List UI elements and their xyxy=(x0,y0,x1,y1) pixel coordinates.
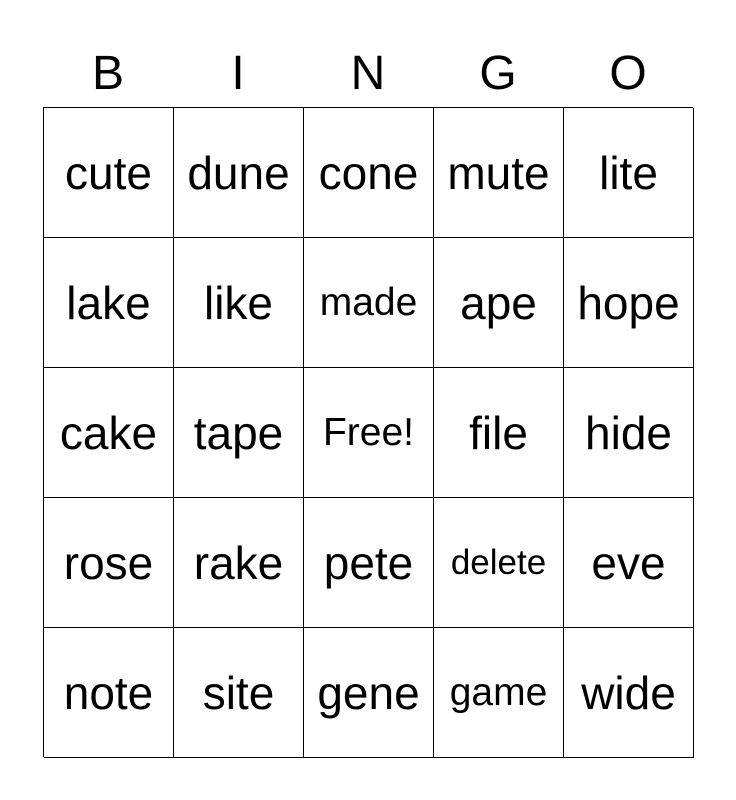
bingo-cell[interactable]: rake xyxy=(174,498,304,628)
bingo-cell[interactable]: mute xyxy=(434,108,564,238)
bingo-cell[interactable]: gene xyxy=(304,628,434,758)
bingo-cell[interactable]: eve xyxy=(564,498,694,628)
bingo-cell[interactable]: hide xyxy=(564,368,694,498)
bingo-cell[interactable]: lake xyxy=(44,238,174,368)
bingo-cell[interactable]: like xyxy=(174,238,304,368)
bingo-cell[interactable]: made xyxy=(304,238,434,368)
bingo-cell[interactable]: note xyxy=(44,628,174,758)
header-letter-i: I xyxy=(231,47,245,100)
bingo-cell[interactable]: cute xyxy=(44,108,174,238)
bingo-header xyxy=(43,42,693,106)
bingo-cell[interactable]: site xyxy=(174,628,304,758)
free-space-cell[interactable]: Free! xyxy=(304,368,434,498)
bingo-cell[interactable]: game xyxy=(434,628,564,758)
bingo-cell[interactable]: file xyxy=(434,368,564,498)
header-letter-b: B xyxy=(91,47,124,100)
header-letter-g: G xyxy=(479,47,517,100)
bingo-cell[interactable]: cone xyxy=(304,108,434,238)
bingo-cell[interactable]: lite xyxy=(564,108,694,238)
bingo-cell[interactable]: dune xyxy=(174,108,304,238)
bingo-card-grid xyxy=(43,107,693,757)
bingo-cell[interactable]: rose xyxy=(44,498,174,628)
header-letter-o: O xyxy=(609,47,647,100)
bingo-cell[interactable]: ape xyxy=(434,238,564,368)
bingo-cell[interactable]: hope xyxy=(564,238,694,368)
bingo-cell[interactable]: cake xyxy=(44,368,174,498)
bingo-cell[interactable]: wide xyxy=(564,628,694,758)
bingo-cell[interactable]: tape xyxy=(174,368,304,498)
bingo-cell[interactable]: pete xyxy=(304,498,434,628)
header-letter-n: N xyxy=(350,47,386,100)
bingo-cell[interactable]: delete xyxy=(434,498,564,628)
